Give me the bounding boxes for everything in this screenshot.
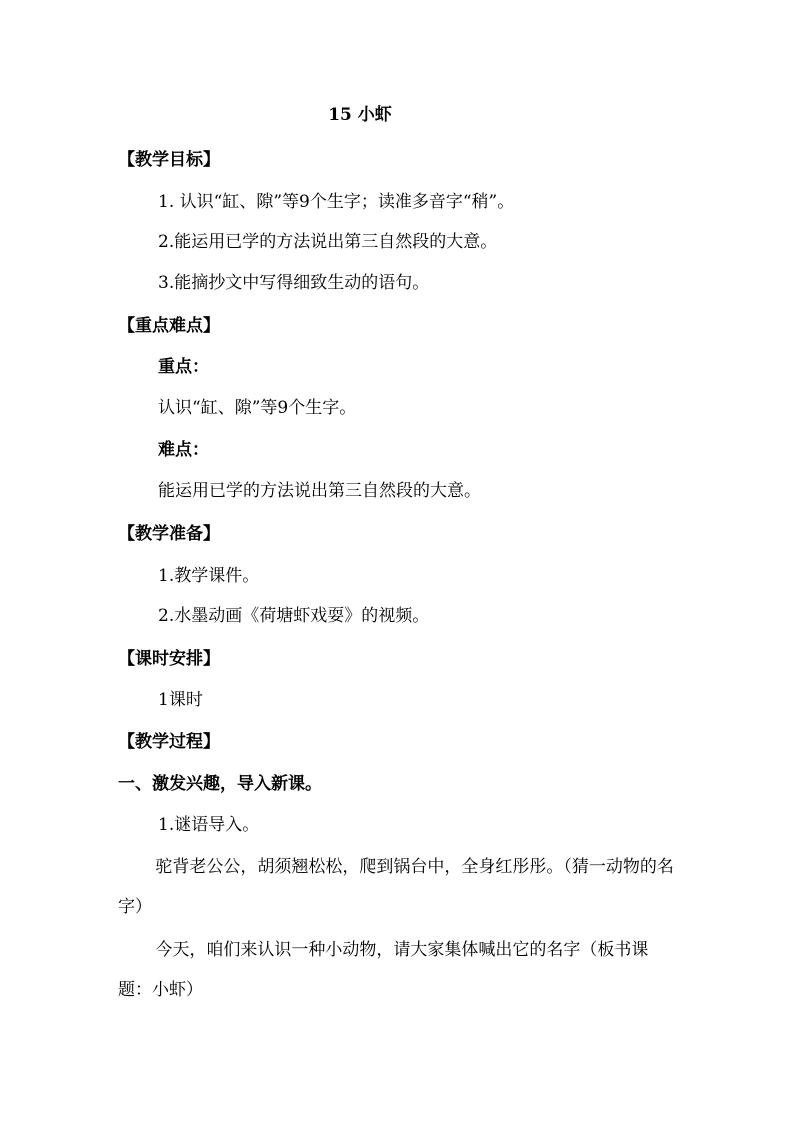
schedule-heading: 【课时安排】: [118, 649, 220, 669]
goal-item-1: 1. 认识“缸、隙”等9个生字；读准多音字“稍”。: [158, 192, 515, 212]
goals-heading: 【教学目标】: [118, 150, 220, 170]
goal-item-3: 3.能摘抄文中写得细致生动的语句。: [158, 273, 430, 293]
preparation-item-2: 2.水墨动画《荷塘虾戏耍》的视频。: [158, 606, 430, 626]
intro-paragraph: 今天，咱们来认识一种小动物，请大家集体喊出它的名字（板书课题：小虾）: [118, 940, 649, 1000]
difficulty-label: 难点：: [158, 440, 209, 460]
step1-label: 1.谜语导入。: [158, 815, 260, 835]
section1-title: 一、激发兴趣，导入新课。: [118, 774, 322, 794]
focus-text: 认识“缸、隙”等9个生字。: [158, 398, 357, 418]
process-heading: 【教学过程】: [118, 732, 220, 752]
riddle-paragraph: 驼背老公公，胡须翘松松，爬到锅台中，全身红彤彤。（猜一动物的名字）: [118, 857, 674, 917]
schedule-text: 1课时: [158, 690, 203, 710]
lesson-title: 15 小虾: [328, 105, 392, 125]
preparation-item-1: 1.教学课件。: [158, 566, 260, 586]
focus-label: 重点：: [158, 357, 209, 377]
preparation-heading: 【教学准备】: [118, 524, 220, 544]
difficulty-text: 能运用已学的方法说出第三自然段的大意。: [158, 481, 481, 501]
key-points-heading: 【重点难点】: [118, 316, 220, 336]
goal-item-2: 2.能运用已学的方法说出第三自然段的大意。: [158, 232, 498, 252]
